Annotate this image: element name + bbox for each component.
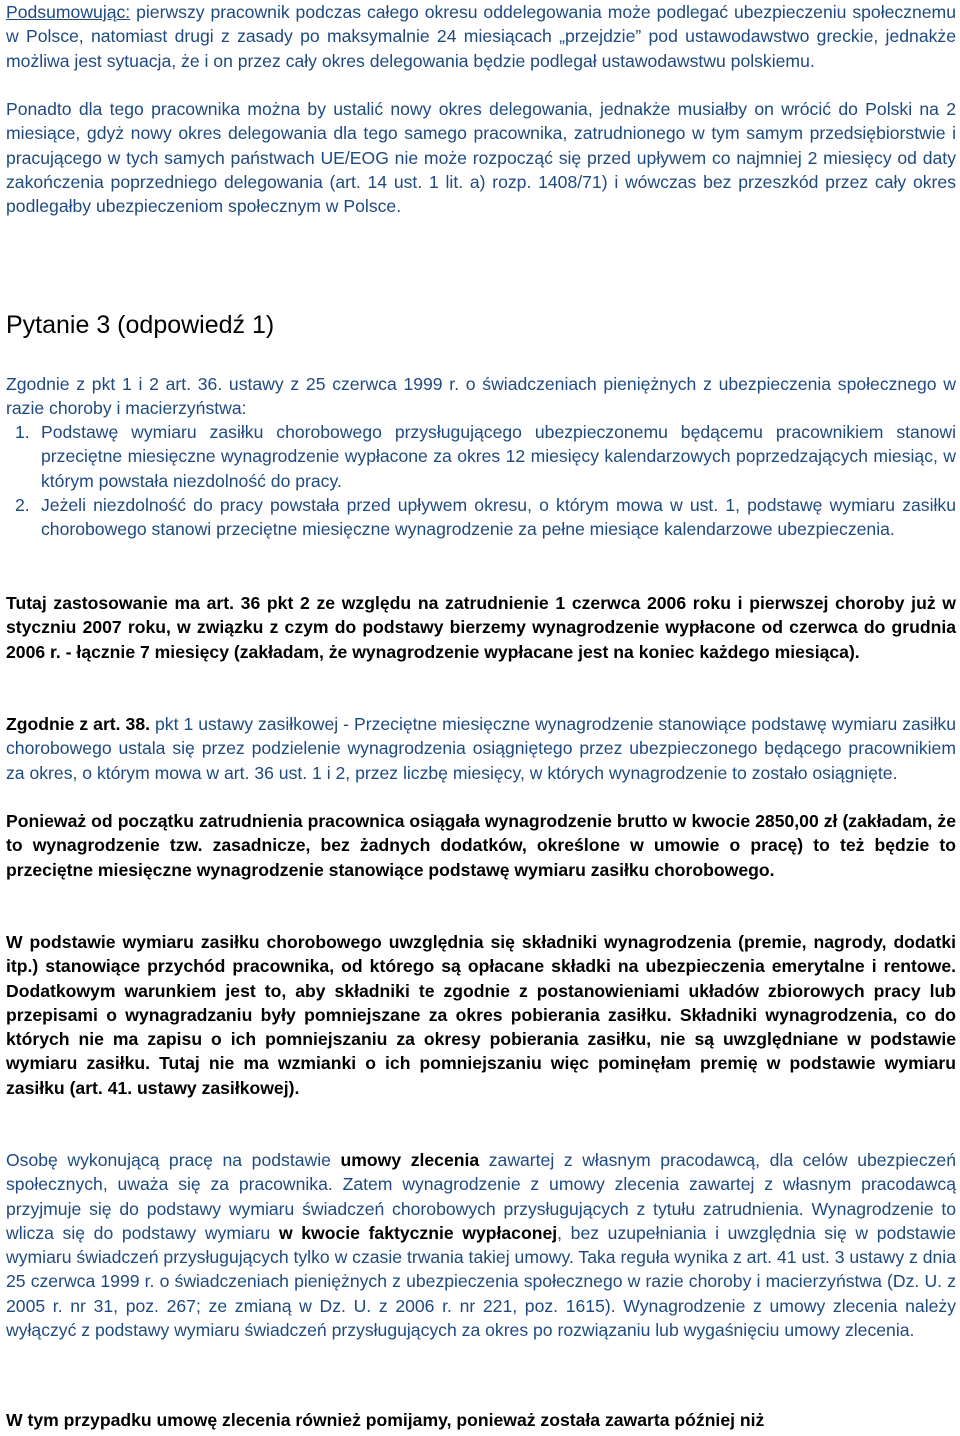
list-item-text: Podstawę wymiaru zasiłku chorobowego przysługującego ubezpieczonemu będącemu pracownikiem stanowi przeciętne miesięczne wynagrodzenie wypłacone za okres 12 miesięcy kalendarzowych poprzedzających miesiąc, w którym powstała niezdolność do pracy.: [41, 422, 956, 491]
art38-text: pkt 1 ustawy zasiłkowej - Przeciętne miesięczne wynagrodzenie stanowiące podstawę wymiaru zasiłku chorobowego ustala się przez podzielenie wynagrodzenia osiągniętego przez ubezpieczonego będącego pracownikiem za okres, o którym mowa w art. 36 ust. 1 i 2, przez liczbę miesięcy, w których wynagrodzenie to zostało osiągnięte.: [6, 714, 956, 783]
components-paragraph: W podstawie wymiaru zasiłku chorobowego uwzględnia się składniki wynagrodzenia (premie, nagrody, dodatki itp.) stanowiące przychód pracownika, od którego są opłacane składki na ubezpieczenia emerytalne i rentowe. Dodatkowym warunkiem jest to, aby składniki te zgodnie z postanowieniami układów zbiorowych pracy lub przepisami o wynagradzaniu były pomniejszane za okres pobierania zasiłku. Składniki wynagrodzenia, co do których nie ma zapisu o ich pomniejszaniu za okresy pobierania zasiłku, nie są uwzględniane w podstawie wymiaru zasiłku. Tutaj nie ma wzmianki o ich pomniejszaniu więc pominęłam premię w podstawie wymiaru zasiłku (art. 41. ustawy zasiłkowej).: [6, 932, 956, 1098]
art38-paragraph: [6, 712, 956, 785]
summary-text: pierwszy pracownik podczas całego okresu oddelegowania może podlegać ubezpieczeniu społecznemu w Polsce, natomiast drugi z zasady po maksymalnie 24 miesiącach „przejdzie” pod ustawodawstwo greckie, jednakże możliwa jest sytuacja, że i on przez cały okres delegowania będzie podlegał ustawodawstwu polskiemu.: [6, 2, 956, 71]
contract-bold-2: w kwocie faktycznie wypłaconej: [278, 1222, 558, 1243]
art38-lead: Zgodnie z art. 38.: [6, 714, 151, 734]
applied-paragraph: Tutaj zastosowanie ma art. 36 pkt 2 ze względu na zatrudnienie 1 czerwca 2006 roku i pierwszej choroby już w styczniu 2007 roku, w związku z czym do podstawy bierzemy wynagrodzenie wypłacone od czerwca do grudnia 2006 r. - łącznie 7 miesięcy (zakładam, że wynagrodzenie wypłacane jest na koniec każdego miesiąca).: [6, 593, 956, 662]
contract-text-3: , bez uzupełniania i uwzględnia się w podstawie wymiaru świadczeń przysługujących tylko w czasie trwania takiej umowy. Taka reguła wynika z art. 41 ust. 3 ustawy z dnia 25 czerwca 1999 r. o świadczeniach pieniężnych z ubezpieczenia społecznego w razie choroby i macierzyństwa (Dz. U. z 2005 r. nr 31, poz. 267; ze zmianą w Dz. U. z 2006 r. nr 221, poz. 1615). Wynagrodzenie z umowy zlecenia należy wyłączyć z podstawy wymiaru świadczeń przysługujących za okres po rozwiązaniu lub wygaśnięciu umowy zlecenia.: [6, 1222, 956, 1341]
salary-paragraph: Ponieważ od początku zatrudnienia pracownica osiągała wynagrodzenie brutto w kwocie 2850,00 zł (zakładam, że to wynagrodzenie tzw. zasadnicze, bez żadnych dodatków, określone w umowie o pracę) to też będzie to przeciętne miesięczne wynagrodzenie stanowiące podstawę wymiaru zasiłku chorobowego.: [6, 811, 956, 880]
summary-lead: Podsumowując:: [6, 2, 131, 22]
summary-paragraph: [6, 0, 956, 73]
last-paragraph: W tym przypadku umowę zlecenia również pomijamy, ponieważ została zawarta później niż: [6, 1410, 765, 1430]
section-heading: Pytanie 3 (odpowiedź 1): [6, 311, 275, 339]
list-item-number: 2.: [15, 494, 30, 515]
contract-paragraph: [6, 1148, 956, 1342]
list-item: [6, 420, 956, 493]
contract-text-2: zawartej z własnym pracodawcą, dla celów ubezpieczeń społecznych, uważa się za pracownika. Zatem wynagrodzenie z umowy zlecenia zawartej z własnym pracodawcą przyjmuje się do podstawy wymiaru świadczeń chorobowych przysługujących z tytułu zatrudnienia. Wynagrodzenie to wlicza się do podstawy wymiaru: [6, 1150, 956, 1243]
article-list: [6, 420, 956, 541]
summary-paragraph-2: [6, 97, 956, 218]
list-item-text: Jeżeli niezdolność do pracy powstała przed upływem okresu, o którym mowa w ust. 1, podstawę wymiaru zasiłku chorobowego stanowi przeciętne miesięczne wynagrodzenie za pełne miesiące kalendarzowe ubezpieczenia.: [41, 494, 956, 540]
contract-text-1: Osobę wykonującą pracę na podstawie: [6, 1150, 341, 1170]
contract-bold-1: umowy zlecenia: [340, 1150, 480, 1170]
list-item-number: 1.: [15, 422, 30, 442]
intro-paragraph: Zgodnie z pkt 1 i 2 art. 36. ustawy z 25 czerwca 1999 r. o świadczeniach pieniężnych z ubezpieczenia społecznego w razie choroby i macierzyństwa:: [6, 374, 956, 419]
list-item: [6, 493, 956, 542]
summary-text-2: Ponadto dla tego pracownika można by ustalić nowy okres delegowania, jednakże musiałby on wrócić do Polski na 2 miesiące, gdyż nowy okres delegowania dla tego samego pracownika, zatrudnionego w tym samym przedsiębiorstwie i pracującego w tych samych państwach UE/EOG nie może rozpocząć się przed upływem co najmniej 2 miesięcy od daty zakończenia poprzedniego delegowania (art. 14 ust. 1 lit. a) rozp. 1408/71) i wówczas bez przeszkód przez cały okres podlegałby ubezpieczeniom społecznym w Polsce.: [6, 99, 956, 217]
